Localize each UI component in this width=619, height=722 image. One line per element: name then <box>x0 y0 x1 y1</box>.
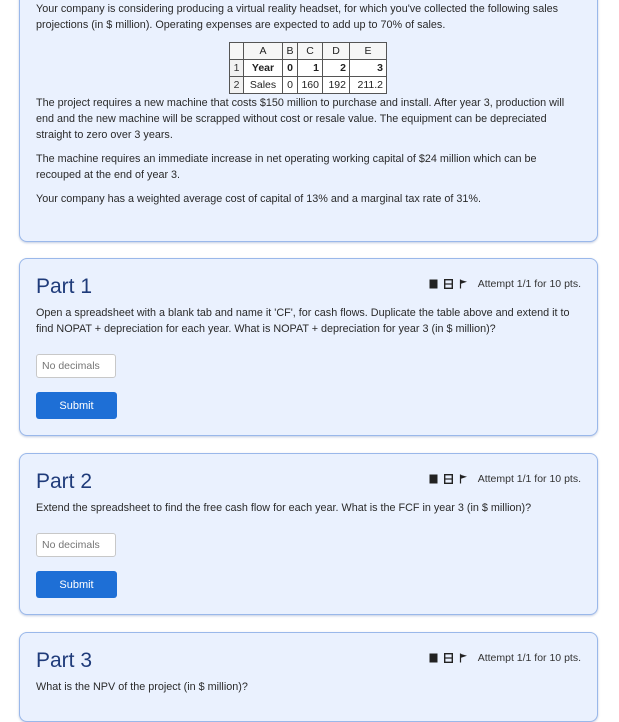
problem-intro-card <box>19 0 598 242</box>
hint-icon[interactable] <box>444 474 453 484</box>
part-2-meta <box>429 473 581 485</box>
part-2-card <box>19 453 598 615</box>
table-cell: Year <box>244 60 283 77</box>
part-3-card <box>19 632 598 722</box>
part-3-question: What is the NPV of the project (in $ million)? <box>36 681 248 693</box>
col-header: C <box>298 43 323 60</box>
notes-icon[interactable] <box>429 474 438 484</box>
sales-projection-table <box>229 42 387 94</box>
col-header: A <box>244 43 283 60</box>
part-1-meta <box>429 278 581 290</box>
part-1-answer-input[interactable] <box>36 354 116 378</box>
flag-icon[interactable] <box>459 279 468 289</box>
part-3-attempt: Attempt 1/1 for 10 pts. <box>477 652 581 664</box>
part-1-title: Part 1 <box>36 275 93 298</box>
table-cell: 2 <box>323 60 350 77</box>
row-number: 1 <box>230 60 244 77</box>
table-row <box>230 77 387 94</box>
flag-icon[interactable] <box>459 474 468 484</box>
row-number: 2 <box>230 77 244 94</box>
col-header: B <box>283 43 298 60</box>
table-row <box>230 60 387 77</box>
col-header: E <box>350 43 387 60</box>
part-1-submit-button[interactable]: Submit <box>36 392 117 419</box>
part-2-attempt: Attempt 1/1 for 10 pts. <box>477 473 581 485</box>
part-3-meta <box>429 652 581 664</box>
part-2-question: Extend the spreadsheet to find the free cash flow for each year. What is the FCF in year 3 (in $ million)? <box>36 502 532 514</box>
table-cell: 192 <box>323 77 350 94</box>
table-cell: 0 <box>283 77 298 94</box>
table-header-row <box>230 43 387 60</box>
hint-icon[interactable] <box>444 279 453 289</box>
part-1-attempt: Attempt 1/1 for 10 pts. <box>477 278 581 290</box>
intro-paragraph-3: The machine requires an immediate increase in net operating working capital of $24 million which can be recouped at the end of year 3. <box>36 153 537 181</box>
part-3-title: Part 3 <box>36 649 93 672</box>
notes-icon[interactable] <box>429 279 438 289</box>
table-cell: 3 <box>350 60 387 77</box>
table-cell: 160 <box>298 77 323 94</box>
table-cell: 1 <box>298 60 323 77</box>
intro-paragraph-4: Your company has a weighted average cost of capital of 13% and a marginal tax rate of 31%. <box>36 193 481 205</box>
table-cell: 211.2 <box>350 77 387 94</box>
corner-cell <box>230 43 244 60</box>
part-1-question: Open a spreadsheet with a blank tab and name it 'CF', for cash flows. Duplicate the table above and extend it to find NOPAT + depreciation for each year. What is NOPAT + depreciation for year 3 (in $ million)? <box>36 307 570 335</box>
part-1-card <box>19 258 598 436</box>
table-cell: 0 <box>283 60 298 77</box>
intro-paragraph-2: The project requires a new machine that costs $150 million to purchase and install. After year 3, production will end and the new machine will be scrapped without cost or resale value. The equipment can be depreciated straight to zero over 3 years. <box>36 97 565 141</box>
part-2-submit-button[interactable]: Submit <box>36 571 117 598</box>
part-2-answer-input[interactable] <box>36 533 116 557</box>
flag-icon[interactable] <box>459 653 468 663</box>
intro-paragraph-1: Your company is considering producing a virtual reality headset, for which you've collected the following sales projections (in $ million). Operating expenses are expected to add up to 70% of sales. <box>36 3 558 31</box>
part-2-title: Part 2 <box>36 470 93 493</box>
notes-icon[interactable] <box>429 653 438 663</box>
table-cell: Sales <box>244 77 283 94</box>
col-header: D <box>323 43 350 60</box>
hint-icon[interactable] <box>444 653 453 663</box>
